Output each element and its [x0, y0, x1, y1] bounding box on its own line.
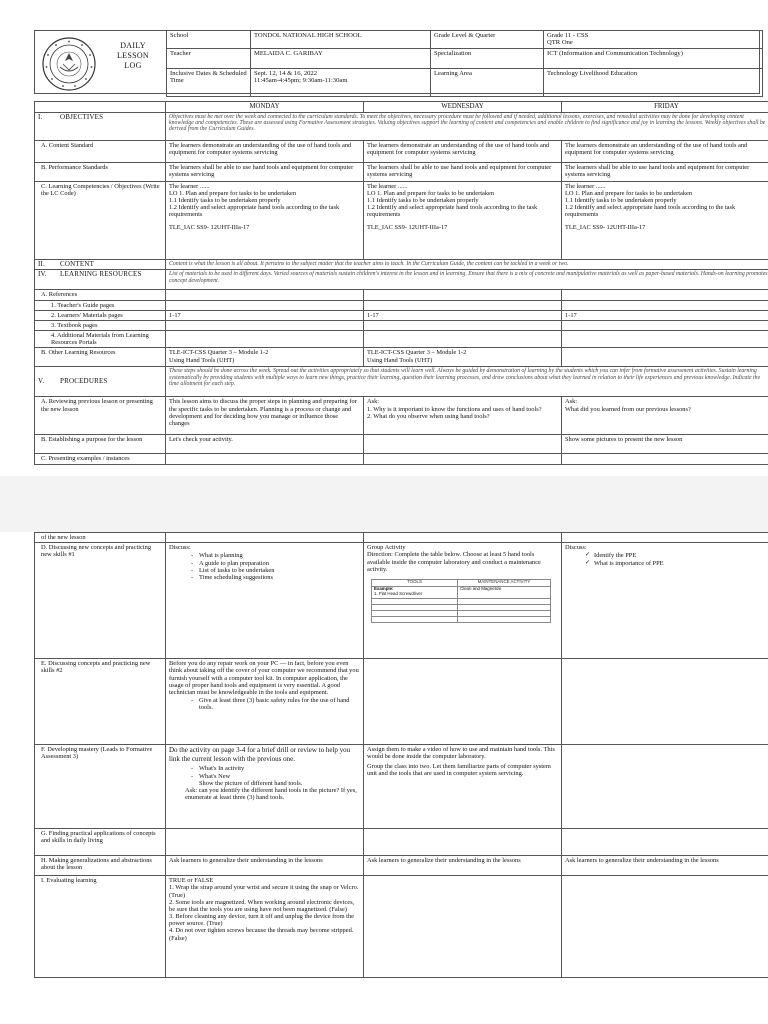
- section-procedures: V. PROCEDURES: [35, 367, 166, 397]
- learning-area-label: Learning Area: [431, 68, 544, 96]
- establishing-purpose-label: B. Establishing a purpose for the lesson: [35, 435, 166, 454]
- maintenance-activity-table: TOOLS MAINTENANCE ACTIVITY Example: 1. Flat Head Screwdriver Clean and Magnetize: [371, 579, 551, 623]
- school-label: School: [167, 31, 251, 49]
- evaluating-learning-mon: TRUE or FALSE 1. Wrap the strap around your wrist and secure it using the snap or Velcro. (True) 2. Some tools are magnetized. When working around electronic devices, be sure that the tools you are using have not been magnetized. (False) 3. Before cleaning any device, turn it off and unplug the device from the power source. (True) 4. Do not over tighten screws because the threads may become stripped. (False): [166, 876, 364, 978]
- discussing-concepts-1-mon: Discuss: - What is planning - A guide to plan preparation - List of tasks to be undertaken - Time scheduling suggestions: [166, 543, 364, 659]
- list-item: - What's In activity: [191, 765, 360, 772]
- discussing-concepts-1-wed: Group Activity Direction: Complete the table below. Choose at least 5 hand tools available inside the computer laboratory and conduct a maintenance activity. TOOLS MAINTENANCE ACTIVITY Example: 1. Flat Head Screwdriver Clean and Magnetize: [364, 543, 562, 659]
- header-block: [34, 30, 760, 94]
- day-header-monday: MONDAY: [166, 102, 364, 113]
- section-learning-resources: IV. LEARNING RESOURCES: [35, 270, 166, 290]
- grade-value: Grade 11 - CSS QTR One: [544, 31, 763, 49]
- generalizations-mon: Ask learners to generalize their understanding in the lessons: [166, 856, 364, 876]
- generalizations-label: H. Making generalizations and abstractions about the lesson: [35, 856, 166, 876]
- day-header-friday: FRIDAY: [562, 102, 768, 113]
- developing-mastery-mon: Do the activity on page 3-4 for a brief drill or review to help you link the current lesson with the previous one. - What's In activity - What's New Show the picture of different hand tools. Ask: can you identify the different hand tools in the picture? If yes, enumerate at least three (3) hand tools.: [166, 745, 364, 829]
- section-objectives: I. OBJECTIVES: [35, 112, 166, 140]
- additional-materials-label: 4. Additional Materials from Learning Resources Portals: [35, 331, 166, 348]
- maintenance-column-header: MAINTENANCE ACTIVITY: [457, 579, 550, 586]
- learning-competencies-label: C. Learning Competencies / Objectives (Write the LC Code): [35, 181, 166, 259]
- competencies-fri: The learner ...... LO 1. Plan and prepare for tasks to be undertaken 1.1 Identify tasks to be undertaken properly 1.2 Identify and select appropriate hand tools according to the task requirements TLE_IAC SS9- 12UHT-IIIa-17: [562, 181, 768, 259]
- list-item: - Give at least three (3) basic safety rules for the use of hand tools.: [191, 697, 360, 711]
- performance-fri: The learners shall be able to use hand tools and equipment for computer systems servicing: [562, 162, 768, 181]
- performance-mon: The learners shall be able to use hand tools and equipment for computer systems servicing: [166, 162, 364, 181]
- dates-label: Inclusive Dates & Scheduled Time: [167, 68, 251, 96]
- procedures-note: These steps should be done across the week. Spread out the activities appropriately so that students will learn well. Always be guided by demonstration of learning by the students which you can infer from formative assessment activities. Sustain learning systematically by providing students with multiple ways to learn new things, practice their learning, question their learning processes, and draw conclusions about what they learned in relation to their life experiences and previous knowledge. Indicate the time allotment for each step.: [166, 367, 768, 397]
- discussing-concepts-1-label: D. Discussing new concepts and practicing new skills #1: [35, 543, 166, 659]
- page-one: [0, 0, 768, 476]
- lesson-table-part-two: [34, 532, 768, 978]
- performance-wed: The learners shall be able to use hand tools and equipment for computer systems servicing: [364, 162, 562, 181]
- generalizations-fri: Ask learners to generalize their understanding in the lessons: [562, 856, 768, 876]
- developing-mastery-label: F. Developing mastery (Leads to Formative Assessment 3): [35, 745, 166, 829]
- learners-materials-fri: 1-17: [562, 310, 768, 320]
- discussing-concepts-2-mon: Before you do any repair work on your PC — in fact, before you even think about taking off the cover of your computer we recommend that you furnish yourself with a computer tool kit. In computer application, the usage of proper hand tools and equipment is very essential. A good technician must be knowledgeable in the tools and equipment. - Give at least three (3) basic safety rules for the use of hand tools.: [166, 659, 364, 745]
- dates-value: Sept. 12, 14 & 16, 2022 11:45am-4:45pm; 9:30am-11:30am: [251, 68, 431, 96]
- reviewing-lesson-fri: Ask: What did you learned from our previous lessons?: [562, 397, 768, 435]
- list-item: - A guide to plan preparation: [191, 560, 360, 567]
- header-info-table: [166, 30, 763, 97]
- page-two: [0, 532, 768, 1024]
- deped-seal-icon: [42, 37, 96, 91]
- evaluating-learning-label: I. Evaluating learning: [35, 876, 166, 978]
- other-resources-label: B. Other Learning Resources: [35, 348, 166, 367]
- other-resources-wed: TLE-ICT-CSS Quarter 3 – Module 1-2 Using Hand Tools (UHT): [364, 348, 562, 367]
- performance-standards-label: B. Performance Standards: [35, 162, 166, 181]
- objectives-note: Objectives must be met over the week and connected to the curriculum standards. To meet the objectives, necessary procedure must be followed and if needed, additional lessons, exercises, and remedial activities may be done for developing content knowledge and competencies. These are assessed using Formative Assessment strategies. Valuing objectives support the learning of content and competencies and enable children to find significance and joy in learning the lessons. Weekly objectives shall be derived from the Curriculum Guides.: [166, 112, 768, 140]
- specialization-value: ICT (Information and Communication Technology): [544, 48, 763, 68]
- practical-applications-label: G. Finding practical applications of concepts and skills in daily living: [35, 829, 166, 856]
- learners-materials-mon: 1-17: [166, 310, 364, 320]
- tools-column-header: TOOLS: [372, 579, 458, 586]
- lesson-table-part-one: [34, 101, 768, 465]
- reviewing-lesson-mon: This lesson aims to discuss the proper steps in planning and preparing for the specific tasks to be undertaken. Planning is a process or change and development and for deciding how you manage or influence those changes: [166, 397, 364, 435]
- developing-mastery-wed: Assign them to make a video of how to use and maintain hand tools. This would be done inside the computer laboratory. Group the class into two. Let them familiarize parts of computer system unit and the tools that are used in computer system servicing.: [364, 745, 562, 829]
- page-gap: [0, 476, 768, 532]
- content-standard-wed: The learners demonstrate an understanding of the use of hand tools and equipment for computer systems servicing: [364, 140, 562, 162]
- content-standard-fri: The learners demonstrate an understanding of the use of hand tools and equipment for computer systems servicing: [562, 140, 768, 162]
- textbook-pages-label: 3. Textbook pages: [35, 320, 166, 330]
- learners-materials-label: 2. Learners' Materials pages: [35, 310, 166, 320]
- learning-area-value: Technology Livelihood Education: [544, 68, 763, 96]
- establishing-purpose-mon: Let's check your activity.: [166, 435, 364, 454]
- reviewing-lesson-label: A. Reviewing previous lesson or presenting the new lesson: [35, 397, 166, 435]
- school-value: TONDOL NATIONAL HIGH SCHOOL: [251, 31, 431, 49]
- discussing-concepts-2-label: E. Discussing concepts and practicing new skills #2: [35, 659, 166, 745]
- day-header-wednesday: WEDNESDAY: [364, 102, 562, 113]
- teacher-label: Teacher: [167, 48, 251, 68]
- teacher-value: MELAIDA C. GARIBAY: [251, 48, 431, 68]
- other-resources-mon: TLE-ICT-CSS Quarter 3 – Module 1-2 Using Hand Tools (UHT): [166, 348, 364, 367]
- resources-note: List of materials to be used in different days. Varied sources of materials sustain children's interest in the lesson and in learning. Ensure that there is a mix of concrete and manipulative materials as well as paper-based materials. Hands-on learning promotes concept development.: [166, 270, 768, 290]
- competencies-wed: The learner ...... LO 1. Plan and prepare for tasks to be undertaken 1.1 Identify tasks to be undertaken properly 1.2 Identify and select appropriate hand tools according to the task requirements TLE_IAC SS9- 12UHT-IIIa-17: [364, 181, 562, 259]
- specialization-label: Specialization: [431, 48, 544, 68]
- list-item: - What is planning: [191, 552, 360, 559]
- presenting-examples-label: C. Presenting examples / instances: [35, 454, 166, 464]
- dll-title: DAILY LESSON LOG: [116, 41, 150, 70]
- references-label: A. References: [35, 290, 166, 300]
- list-item: - List of tasks to be undertaken: [191, 567, 360, 574]
- section-content: II. CONTENT: [35, 259, 166, 270]
- generalizations-wed: Ask learners to generalize their understanding in the lessons: [364, 856, 562, 876]
- presenting-examples-label-cont: of the new lesson: [35, 533, 166, 543]
- content-standard-mon: The learners demonstrate an understanding of the use of hand tools and equipment for computer systems servicing: [166, 140, 364, 162]
- list-item: - What's New: [191, 773, 360, 780]
- content-note: Content is what the lesson is all about. It pertains to the subject matter that the teacher aims to teach. In the Curriculum Guide, the content can be tackled in a week or two.: [166, 259, 768, 270]
- grade-label: Grade Level & Quarter: [431, 31, 544, 49]
- list-item: - Time scheduling suggestions: [191, 574, 360, 581]
- list-item: ✓ What is importance of PPE: [585, 560, 768, 567]
- content-standard-label: A. Content Standard: [35, 140, 166, 162]
- discussing-concepts-1-fri: Discuss: ✓ Identify the PPE ✓ What is importance of PPE: [562, 543, 768, 659]
- reviewing-lesson-wed: Ask: 1. Why is it important to know the functions and uses of hand tools? 2. What do you observe when using hand tools?: [364, 397, 562, 435]
- teachers-guide-label: 1. Teacher's Guide pages: [35, 300, 166, 310]
- competencies-mon: The learner ...... LO 1. Plan and prepare for tasks to be undertaken 1.1 Identify tasks to be undertaken properly 1.2 Identify and select appropriate hand tools according to the task requirements TLE_IAC SS9- 12UHT-IIIa-17: [166, 181, 364, 259]
- establishing-purpose-fri: Show some pictures to present the new lesson: [562, 435, 768, 454]
- list-item: ✓ Identify the PPE: [585, 552, 768, 559]
- learners-materials-wed: 1-17: [364, 310, 562, 320]
